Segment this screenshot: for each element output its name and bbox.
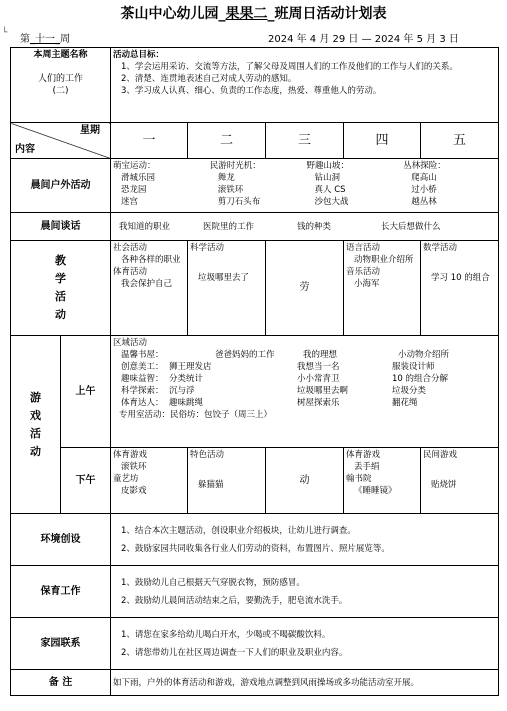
teaching-day3: 劳	[266, 241, 344, 336]
pm-day5: 民间游戏 贴烧饼	[421, 448, 499, 514]
day-tuesday: 二	[188, 123, 266, 159]
games-am-row	[11, 336, 499, 448]
pm-day3: 动	[266, 448, 344, 514]
games-am-label: 上午	[61, 336, 111, 448]
care-row	[11, 566, 499, 618]
teaching-label: 教学活动	[11, 241, 111, 336]
theme-row	[11, 48, 499, 123]
note-cell: 如下雨，户外的体育活动和游戏，游戏地点调整到风雨操场或多功能活动室开展。	[111, 670, 499, 696]
area-activity-cell: 区域活动 温馨书屋： 爸爸妈妈的工作 我的理想 小动物介绍所 创意美工： 狮王理发店 我想当一名 服装设计师 趣味益智： 分类统计 小小常青卫 10 的组合分解 科学探索： 沉与浮 垃圾哪里去啊 垃圾分类 体育达人： 趣味跳绳 树屋探索乐 翻花绳 专用室活动：民俗坊：包饺子（周三上）	[111, 336, 499, 448]
talk-label: 晨间谈话	[11, 213, 111, 241]
home-row	[11, 618, 499, 670]
date-range: 2024 年 4 月 29 日 — 2024 年 5 月 3 日	[268, 34, 459, 45]
pm-day1: 体育游戏 滚铁环 童艺坊 皮影戏	[111, 448, 188, 514]
games-pm-label: 下午	[61, 448, 111, 514]
pm-day2: 特色活动 躲猫猫	[188, 448, 266, 514]
page-title: 茶山中心幼儿园_果果二_班周日活动计划表	[120, 6, 387, 22]
talk-cell: 我知道的职业 医院里的工作 钱的种类 长大后想做什么	[111, 213, 499, 241]
day-thursday: 四	[344, 123, 421, 159]
teaching-day1: 社会活动 各种各样的职业 体育活动 我会保护自己	[111, 241, 188, 336]
games-label: 游戏活动	[11, 336, 61, 514]
teaching-day2: 科学活动 垃圾哪里去了	[188, 241, 266, 336]
care-cell: 1、鼓励幼儿自己根据天气穿脱衣物，预防感冒。 2、鼓励幼儿晨间活动结束之后，要勤洗手，肥皂流水洗手。	[111, 566, 499, 618]
day-wednesday: 三	[266, 123, 344, 159]
home-cell: 1、请您在家多给幼儿喝白开水，少喝或不喝碳酸饮料。 2、请您带幼儿在社区周边调查一下人们的职业及职业内容。	[111, 618, 499, 670]
env-cell: 1、结合本次主题活动，创设职业介绍板块，让幼儿进行调查。 2、鼓励家园共同收集各行业人们劳动的资料，布置图片、照片展览等。	[111, 514, 499, 566]
note-label: 备 注	[11, 670, 111, 696]
theme-cell: 本周主题名称 人们的工作 (二)	[11, 48, 111, 123]
outdoor-row	[11, 159, 499, 213]
env-label: 环境创设	[11, 514, 111, 566]
pm-day4: 体育游戏 丢手绢 翰书院 《睡睡镜》	[344, 448, 421, 514]
teaching-day4: 语言活动 动物职业介绍所 音乐活动 小海军	[344, 241, 421, 336]
outdoor-cell: 萌宝运动： 民游时光机： 野趣山坡： 丛林探险： 滑城乐园 舞龙 钻山洞 爬高山 恐龙园 滚铁环 真人 CS 过小桥 迷宫 剪刀石头布 沙包大战 越丛林	[111, 159, 499, 213]
outdoor-label: 晨间户外活动	[11, 159, 111, 213]
weekday-header-row	[11, 123, 499, 159]
corner-mark: └	[2, 28, 8, 38]
header-corner: 星期 内容	[11, 123, 111, 159]
goals-cell: 活动总目标： 1、学会运用采访、交流等方法，了解父母及周围人们的工作及他们的工作与人们的关系。 2、清楚、连贯地表述自己对成人劳动的感知。 3、学习成人认真、细心、负责的工作态度，热爱、尊重他人的劳动。	[111, 48, 499, 123]
teaching-row	[11, 241, 499, 336]
week-number: 第_十一_周	[20, 34, 70, 45]
talk-row	[11, 213, 499, 241]
day-friday: 五	[421, 123, 499, 159]
teaching-day5: 数学活动 学习 10 的组合	[421, 241, 499, 336]
games-pm-row	[11, 448, 499, 514]
home-label: 家园联系	[11, 618, 111, 670]
day-monday: 一	[111, 123, 188, 159]
env-row	[11, 514, 499, 566]
care-label: 保育工作	[11, 566, 111, 618]
activity-plan-table	[10, 47, 499, 696]
note-row	[11, 670, 499, 696]
